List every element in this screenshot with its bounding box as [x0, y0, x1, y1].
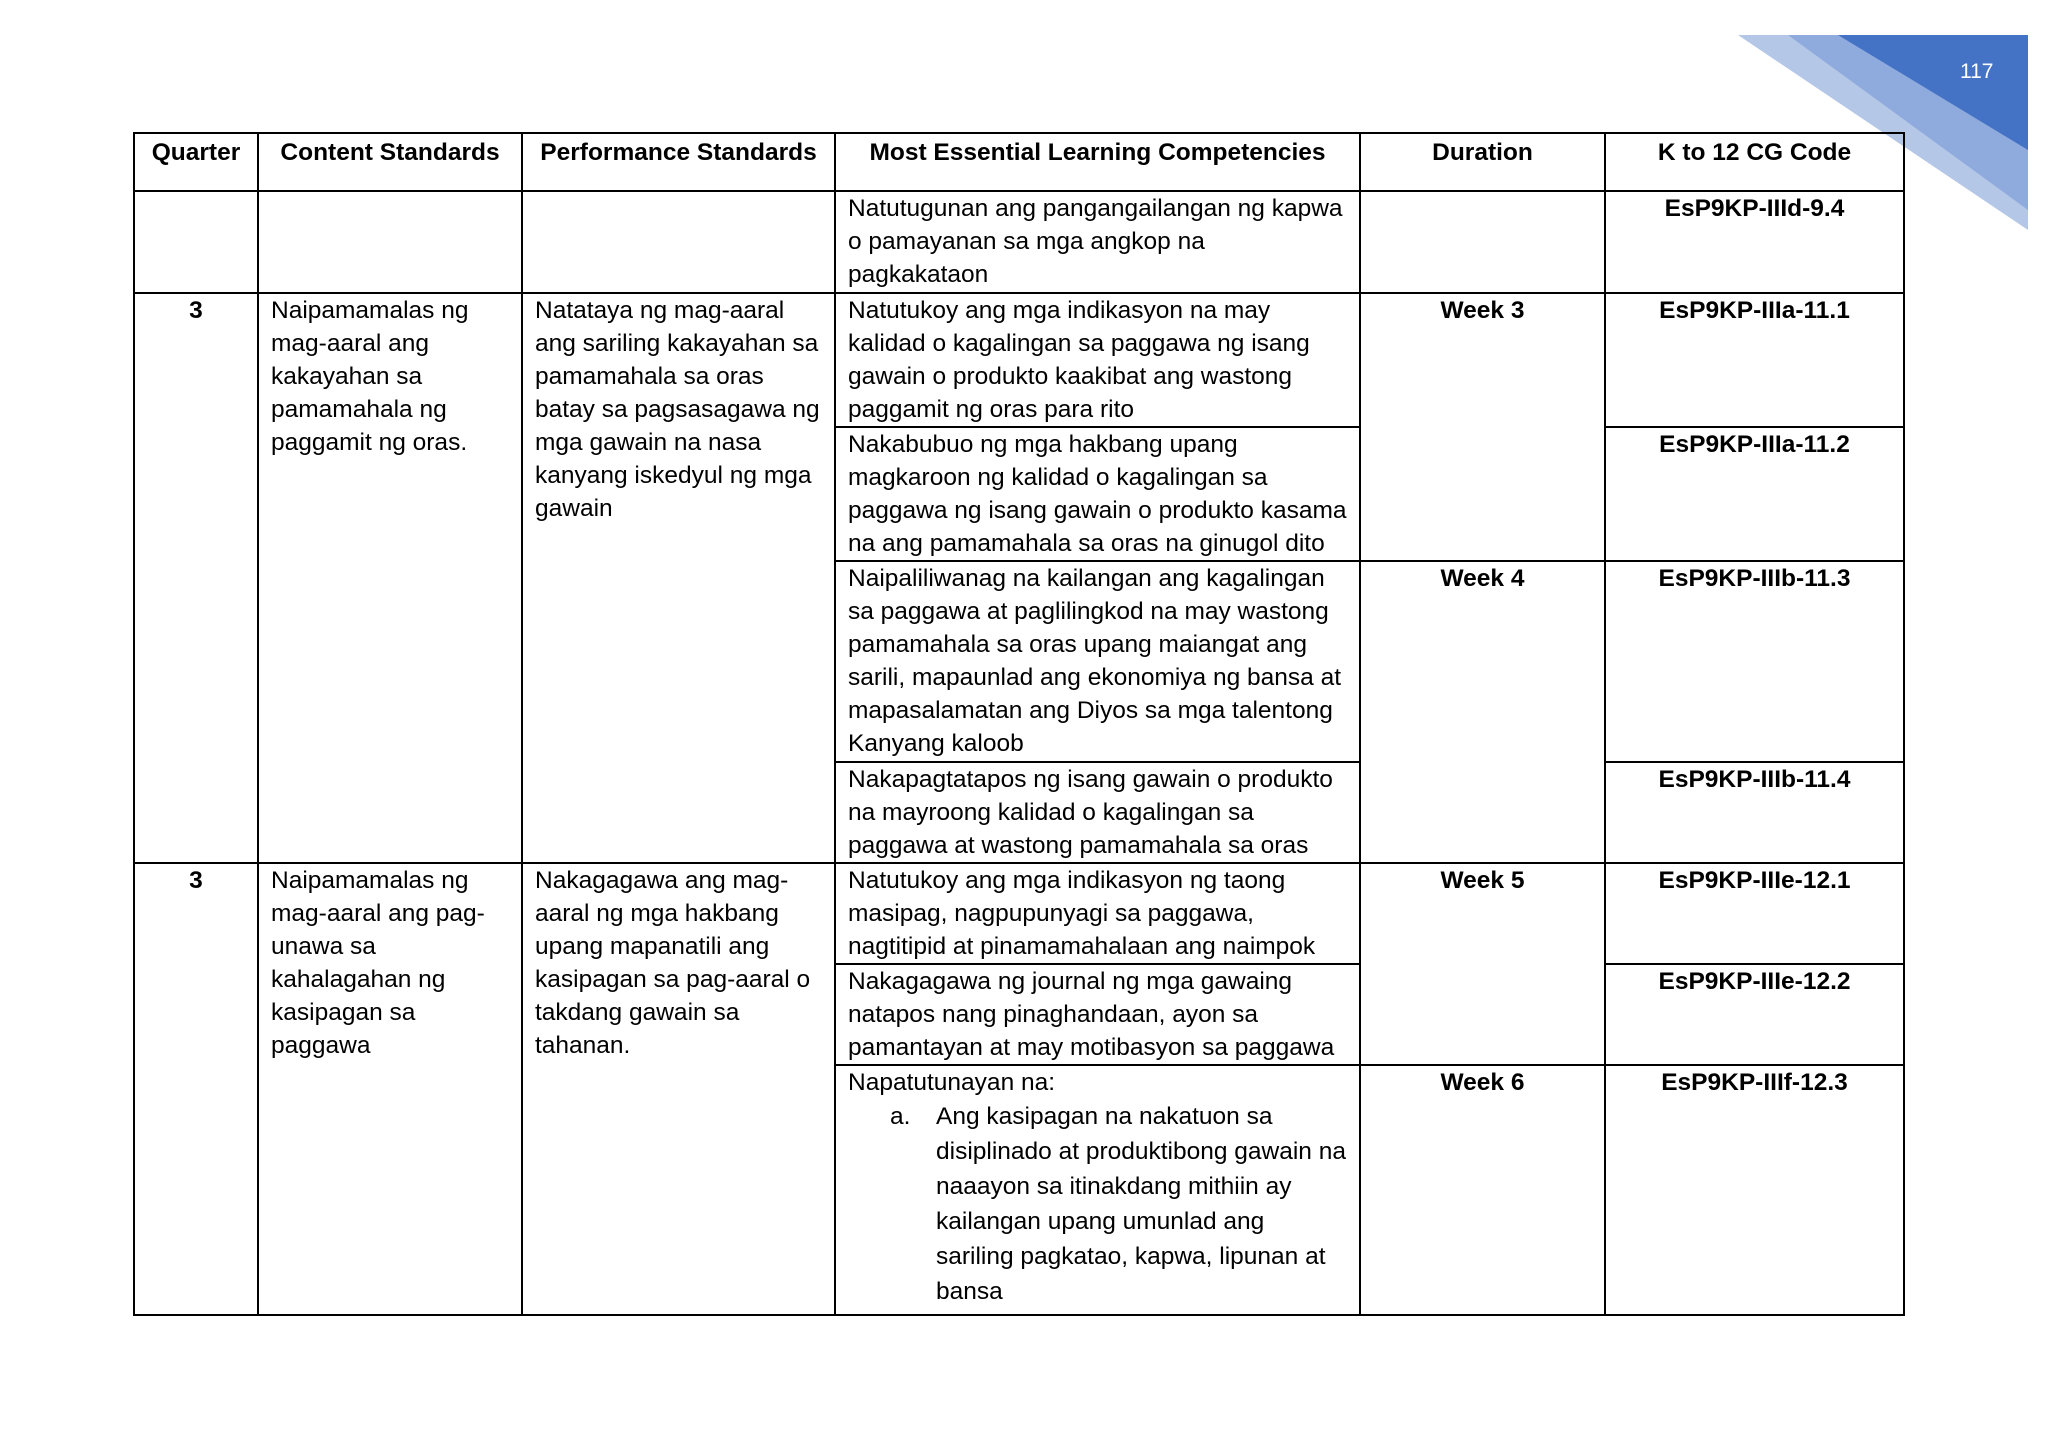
- mec-cell: Natutukoy ang mga indikasyon ng taong masipag, nagpupunyagi sa paggawa, nagtitipid at pinamamahalaan ang naimpok: [835, 863, 1360, 964]
- cg-code-cell: EsP9KP-IIIa-11.1: [1605, 293, 1904, 427]
- mec-sub-item: [848, 1099, 1347, 1309]
- table-row: [134, 293, 1904, 427]
- content-standard-cell: Naipamamalas ng mag-aaral ang pag-unawa sa kahalagahan ng kasipagan sa paggawa: [258, 863, 522, 1315]
- cg-code-cell: EsP9KP-IIIb-11.4: [1605, 762, 1904, 863]
- page-number: 117: [1960, 60, 1994, 83]
- mec-cell: Nakabubuo ng mga hakbang upang magkaroon ng kalidad o kagalingan sa paggawa ng isang gawain o produkto kasama na ang pamamahala sa oras na ginugol dito: [835, 427, 1360, 561]
- header-performance-standards: Performance Standards: [522, 133, 835, 191]
- quarter-cell: 3: [134, 293, 258, 863]
- content-standard-cell: Naipamamalas ng mag-aaral ang kakayahan sa pamamahala ng paggamit ng oras.: [258, 293, 522, 863]
- cg-code-cell: EsP9KP-IIIb-11.3: [1605, 561, 1904, 762]
- header-content-standards: Content Standards: [258, 133, 522, 191]
- mec-sub-marker: a.: [890, 1103, 911, 1130]
- table-row: [134, 863, 1904, 964]
- quarter-cell: [134, 191, 258, 293]
- quarter-cell: 3: [134, 863, 258, 1315]
- cg-code-cell: EsP9KP-IIIf-12.3: [1605, 1065, 1904, 1315]
- duration-cell: Week 4: [1360, 561, 1605, 863]
- cg-code-cell: EsP9KP-IIIe-12.2: [1605, 964, 1904, 1065]
- performance-standard-cell: Natataya ng mag-aaral ang sariling kakayahan sa pamamahala sa oras batay sa pagsasagawa ng mga gawain na nasa kanyang iskedyul ng mga gawain: [522, 293, 835, 863]
- header-learning-competencies: Most Essential Learning Competencies: [835, 133, 1360, 191]
- cg-code-cell: EsP9KP-IIIe-12.1: [1605, 863, 1904, 964]
- content-standard-cell: [258, 191, 522, 293]
- table-row: [134, 191, 1904, 293]
- performance-standard-cell: Nakagagawa ang mag-aaral ng mga hakbang upang mapanatili ang kasipagan sa pag-aaral o takdang gawain sa tahanan.: [522, 863, 835, 1315]
- mec-cell: Natutugunan ang pangangailangan ng kapwa o pamayanan sa mga angkop na pagkakataon: [835, 191, 1360, 293]
- mec-table: [133, 132, 1905, 1316]
- mec-cell: [835, 1065, 1360, 1315]
- mec-cell: Nakapagtatapos ng isang gawain o produkto na mayroong kalidad o kagalingan sa paggawa at wastong pamamahala sa oras: [835, 762, 1360, 863]
- duration-cell: Week 3: [1360, 293, 1605, 561]
- table-header-row: [134, 133, 1904, 191]
- duration-cell: Week 6: [1360, 1065, 1605, 1315]
- cg-code-cell: EsP9KP-IIIa-11.2: [1605, 427, 1904, 561]
- header-quarter: Quarter: [134, 133, 258, 191]
- duration-cell: Week 5: [1360, 863, 1605, 1065]
- mec-cell: Natutukoy ang mga indikasyon na may kalidad o kagalingan sa paggawa ng isang gawain o produkto kaakibat ang wastong paggamit ng oras para rito: [835, 293, 1360, 427]
- header-duration: Duration: [1360, 133, 1605, 191]
- mec-sub-text: Ang kasipagan na nakatuon sa disiplinado at produktibong gawain na naaayon sa itinakdang mithiin ay kailangan upang umunlad ang sariling pagkatao, kapwa, lipunan at bansa: [936, 1103, 1346, 1305]
- header-cg-code: K to 12 CG Code: [1605, 133, 1904, 191]
- mec-cell: Naipaliliwanag na kailangan ang kagalingan sa paggawa at paglilingkod na may wastong pamamahala sa oras upang maiangat ang sarili, mapaunlad ang ekonomiya ng bansa at mapasalamatan ang Diyos sa mga talentong Kanyang kaloob: [835, 561, 1360, 762]
- mec-intro: Napatutunayan na:: [848, 1069, 1056, 1096]
- cg-code-cell: EsP9KP-IIId-9.4: [1605, 191, 1904, 293]
- mec-cell: Nakagagawa ng journal ng mga gawaing natapos nang pinaghandaan, ayon sa pamantayan at may motibasyon sa paggawa: [835, 964, 1360, 1065]
- performance-standard-cell: [522, 191, 835, 293]
- duration-cell: [1360, 191, 1605, 293]
